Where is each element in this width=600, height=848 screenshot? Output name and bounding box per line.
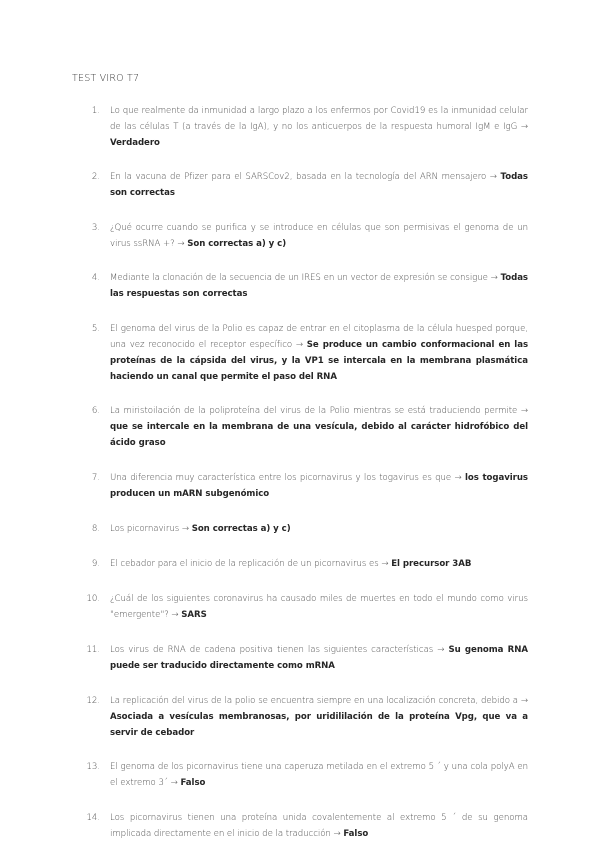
question-text: El genoma del virus de la Polio es capaz de entrar en el citoplasma de la célula huesped porque, una vez reconocido el receptor específico → (110, 324, 528, 350)
question-number: 9. (91, 559, 100, 569)
answer-text: Son correctas a) y c) (187, 239, 287, 249)
question-number: 1. (91, 106, 100, 116)
question-text: En la vacuna de Pfizer para el SARSCov2, basada en la tecnología del ARN mensajero → (110, 172, 497, 182)
answer-text: Todas son correctas (110, 172, 528, 198)
answer-text: SARS (181, 610, 207, 620)
question-item (72, 270, 528, 302)
question-item (72, 470, 528, 502)
answer-text: que se intercale en la membrana de una vesícula, debido al carácter hidrofóbico del ácido graso (110, 422, 528, 448)
question-list (72, 103, 528, 842)
question-text: La replicación del virus de la polio se encuentra siempre en una localización concreta, debido a → (110, 696, 528, 706)
question-number: 12. (86, 696, 100, 706)
question-text: Los picornavirus → (110, 524, 189, 534)
answer-text: El precursor 3AB (391, 559, 472, 569)
question-item (72, 642, 528, 674)
answer-text: Son correctas a) y c) (191, 524, 291, 534)
answer-text: Falso (180, 778, 206, 788)
question-number: 5. (91, 324, 100, 334)
question-number: 4. (91, 273, 100, 283)
question-text: El genoma de los picornavirus tiene una caperuza metilada en el extremo 5 ´ y una cola polyA en el extremo 3´ → (110, 762, 528, 788)
question-item (72, 103, 528, 151)
question-text: La miristoilación de la poliproteína del virus de la Polio mientras se está traduciendo permite → (110, 406, 528, 416)
answer-text: Su genoma RNA puede ser traducido directamente como mRNA (110, 645, 528, 671)
answer-text: Asociada a vesículas membranosas, por uridililación de la proteína Vpg, que va a servir de cebador (110, 712, 528, 738)
question-text: Los virus de RNA de cadena positiva tienen las siguientes características → (110, 645, 445, 655)
question-number: 7. (91, 473, 100, 483)
question-number: 14. (86, 813, 100, 823)
question-text: El cebador para el inicio de la replicación de un picornavirus es → (110, 559, 389, 569)
question-text: Una diferencia muy característica entre los picornavirus y los togavirus es que → (110, 473, 462, 483)
question-number: 11. (86, 645, 100, 655)
question-text: Lo que realmente da inmunidad a largo plazo a los enfermos por Covid19 es la inmunidad celular de las células T (a través de la IgA), y no los anticuerpos de la respuesta humoral IgM e IgG → (110, 106, 528, 132)
question-item (72, 693, 528, 741)
answer-text: los togavirus producen un mARN subgenómico (110, 473, 528, 499)
question-number: 13. (86, 762, 100, 772)
question-text: ¿Qué ocurre cuando se purifica y se introduce en células que son permisivas el genoma de un virus ssRNA +? → (110, 223, 528, 249)
question-number: 6. (91, 406, 100, 416)
question-text: Los picornavirus tienen una proteína unida covalentemente al extremo 5 ´ de su genoma implicada directamente en el inicio de la traducción → (110, 813, 528, 839)
answer-text: Se produce un cambio conformacional en las proteínas de la cápsida del virus, y la VP1 se intercala en la membrana plasmática haciendo un canal que permite el paso del RNA (110, 340, 529, 382)
question-item (72, 759, 528, 791)
question-item (72, 810, 528, 842)
question-item (72, 169, 528, 201)
question-number: 8. (91, 524, 100, 534)
question-item (72, 321, 528, 385)
question-number: 2. (91, 172, 100, 182)
question-text: ¿Cuál de los siguientes coronavirus ha causado miles de muertes en todo el mundo como virus "emergente"? → (110, 594, 528, 620)
question-text: Mediante la clonación de la secuencia de un IRES en un vector de expresión se consigue → (110, 273, 498, 283)
answer-text: Verdadero (110, 138, 160, 148)
question-item (72, 556, 528, 572)
answer-text: Falso (343, 829, 369, 839)
question-number: 3. (91, 223, 100, 233)
answer-text: Todas las respuestas son correctas (110, 273, 529, 299)
document-title: TEST VIRO T7 (72, 73, 140, 84)
question-item (72, 220, 528, 252)
question-number: 10. (86, 594, 100, 604)
question-item (72, 591, 528, 623)
question-item (72, 403, 528, 451)
question-item (72, 521, 528, 537)
